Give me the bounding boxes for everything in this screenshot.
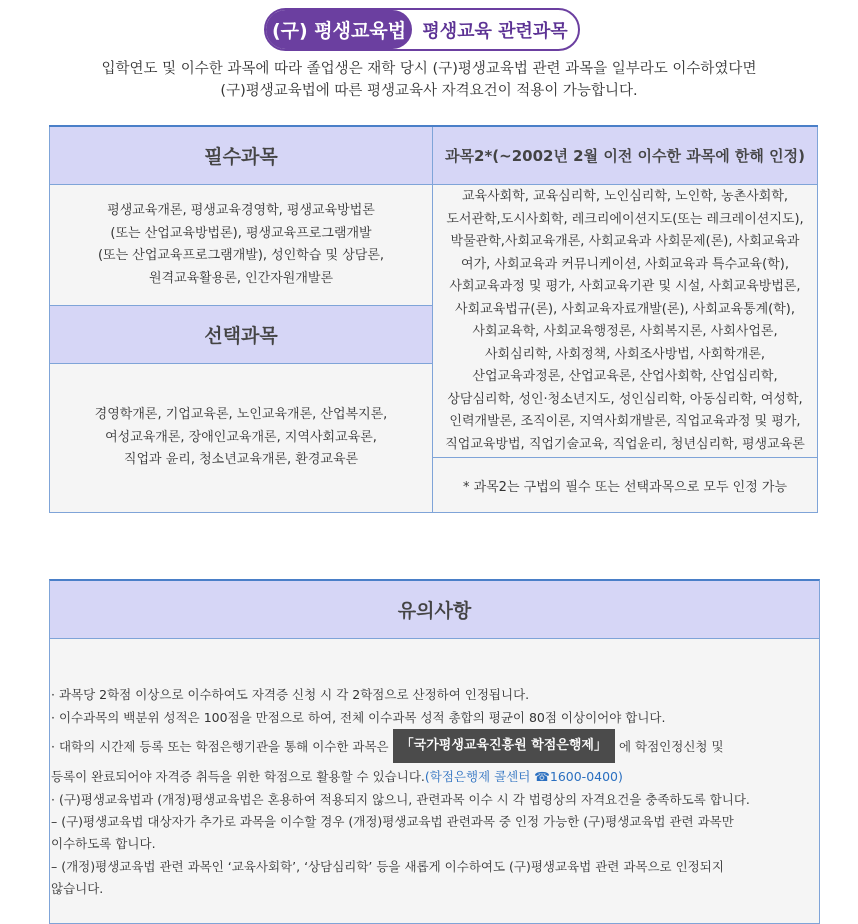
subject2-line: 인력개발론, 조직이론, 지역사회개발론, 직업교육과정 및 평가, <box>449 414 801 429</box>
subject2-line: 상담심리학, 성인·청소년지도, 성인심리학, 아동심리학, 여성학, <box>447 391 803 407</box>
section-title-pill <box>264 8 580 51</box>
elective-line: 여성교육개론, 장애인교육개론, 지역사회교육론, <box>105 429 377 445</box>
notice-line: 않습니다. <box>51 881 104 896</box>
required-line: (또는 산업교육프로그램개발), 성인학습 및 상담론, <box>97 248 385 263</box>
required-line: 원격교육활용론, 인간자원개발론 <box>148 270 334 286</box>
subject2-header: 과목2*(~2002년 2월 이전 이수한 과목에 한해 인정) <box>433 126 818 185</box>
notice-line: – (개정)평생교육법 관련 과목인 ‘교육사회학’, ‘상담심리학’ 등을 새롭게 이수하여도 (구)평생교육법 관련 과목으로 인정되지 <box>51 859 724 874</box>
subject2-line: 산업교육과정론, 산업교육론, 산업사회학, 산업심리학, <box>472 369 778 384</box>
required-header: 필수과목 <box>50 126 433 185</box>
elective-header: 선택과목 <box>50 306 433 364</box>
elective-line: 경영학개론, 기업교육론, 노인교육개론, 산업복지론, <box>94 407 388 423</box>
notice-line <box>51 767 623 785</box>
title-subject-label: 평생교육 관련과목 <box>422 20 568 42</box>
subject2-line: 사회교육법규(론), 사회교육자료개발(론), 사회교육통계(학), <box>455 301 795 317</box>
required-line: (또는 산업교육방법론), 평생교육프로그램개발 <box>110 225 372 241</box>
subject2-note: * 과목2는 구법의 필수 또는 선택과목으로 모두 인정 가능 <box>433 458 818 513</box>
notice-line-text: 등록이 완료되어야 자격증 취득을 위한 학점으로 활용할 수 있습니다. <box>51 769 425 784</box>
notice-line-credit-bank <box>51 729 724 763</box>
notice-line: · 과목당 2학점 이상으로 이수하여도 자격증 신청 시 각 2학점으로 산정하여 인정됩니다. <box>51 687 530 702</box>
intro-line-1: 입학연도 및 이수한 과목에 따라 졸업생은 재학 당시 (구)평생교육법 관련 과목을 일부라도 이수하였다면 <box>101 61 757 77</box>
notice-line: – (구)평생교육법 대상자가 추가로 과목을 이수할 경우 (개정)평생교육법 관련과목 중 인정 가능한 (구)평생교육법 관련 과목만 <box>51 814 734 829</box>
subject2-line: 사회교육과정 및 평가, 사회교육기관 및 시설, 사회교육방법론, <box>449 279 801 294</box>
notice-box <box>49 579 820 924</box>
subject2-line: 사회심리학, 사회정책, 사회조사방법, 사회학개론, <box>484 346 766 362</box>
notice-line: 이수하도록 합니다. <box>51 836 156 851</box>
elective-courses-cell <box>50 364 433 513</box>
subject2-line: 박물관학,사회교육개론, 사회교육과 사회문제(론), 사회교육과 <box>450 234 800 249</box>
notice-line-text: 에 학점인정신청 및 <box>618 739 724 754</box>
course-table <box>49 125 818 513</box>
intro-text <box>0 58 858 102</box>
subject2-line: 도서관학,도시사회학, 레크리에이션지도(또는 레크레이션지도), <box>446 211 804 227</box>
subject2-courses-cell <box>433 185 818 458</box>
credit-bank-highlight: 「국가평생교육진흥원 학점은행제」 <box>393 729 615 763</box>
required-line: 평생교육개론, 평생교육경영학, 평생교육방법론 <box>107 203 375 218</box>
required-courses-cell <box>50 185 433 306</box>
title-law-label: (구) 평생교육법 <box>266 10 412 49</box>
notice-title: 유의사항 <box>50 581 819 639</box>
notice-line: · (구)평생교육법과 (개정)평생교육법은 혼용하여 적용되지 않으니, 관련과목 이수 시 각 법령상의 자격요건을 충족하도록 합니다. <box>51 792 750 807</box>
subject2-line: 여가, 사회교육과 커뮤니케이션, 사회교육과 특수교육(학), <box>461 256 789 272</box>
elective-line: 직업과 윤리, 청소년교육개론, 환경교육론 <box>123 452 359 468</box>
subject2-line: 교육사회학, 교육심리학, 노인심리학, 노인학, 농촌사회학, <box>461 189 789 204</box>
subject2-line: 사회교육학, 사회교육행정론, 사회복지론, 사회사업론, <box>472 324 778 339</box>
subject2-line: 직업교육방법, 직업기술교육, 직업윤리, 청년심리학, 평생교육론 <box>445 436 805 452</box>
intro-line-2: (구)평생교육법에 따른 평생교육사 자격요건이 적용이 가능합니다. <box>220 83 638 99</box>
notice-line: · 이수과목의 백분위 성적은 100점을 만점으로 하여, 전체 이수과목 성적 총합의 평균이 80점 이상이어야 합니다. <box>51 710 666 725</box>
notice-line-text: · 대학의 시간제 등록 또는 학점은행기관을 통해 이수한 과목은 <box>51 739 389 754</box>
callcenter-link[interactable]: (학점은행제 콜센터 ☎1600-0400) <box>424 769 623 784</box>
